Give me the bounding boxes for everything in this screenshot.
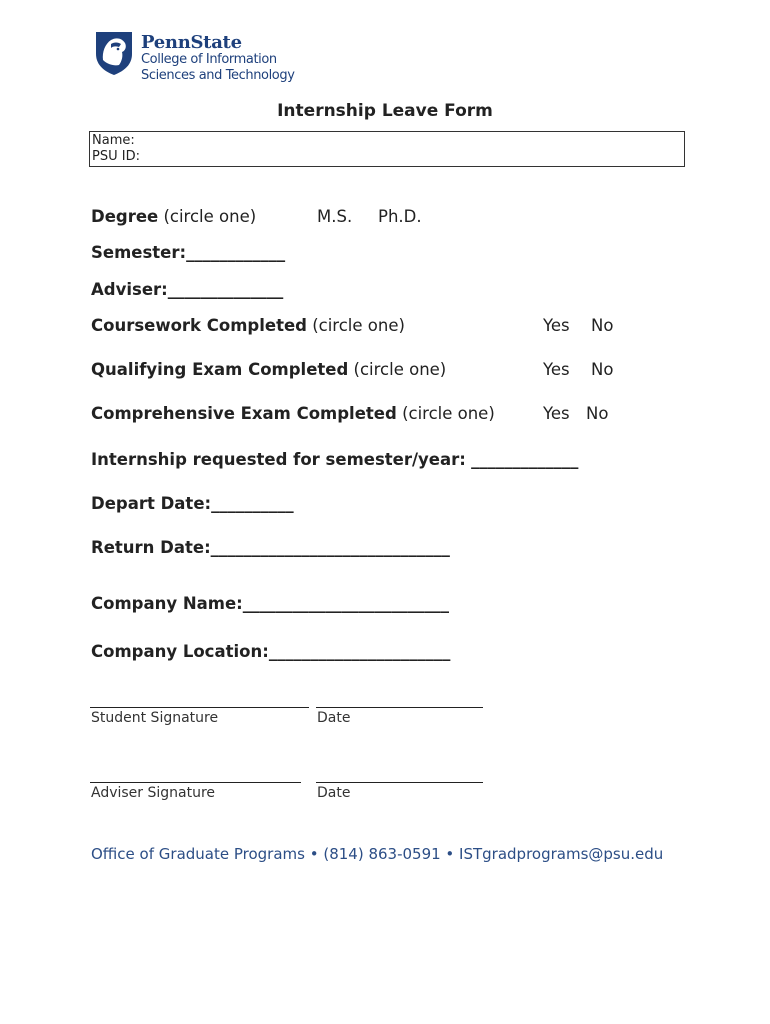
comprehensive-row	[91, 404, 495, 423]
logo-college-line2: Sciences and Technology	[141, 68, 295, 83]
adviser-signature-line[interactable]	[90, 782, 301, 783]
footer-contact: Office of Graduate Programs • (814) 863-0591 • ISTgradprograms@psu.edu	[91, 845, 664, 863]
company-location-blank[interactable]: ______________________	[268, 642, 451, 661]
student-signature-line[interactable]	[90, 707, 309, 708]
internship-blank[interactable]: _____________	[471, 450, 579, 469]
comprehensive-no[interactable]: No	[586, 404, 609, 423]
return-row[interactable]	[91, 538, 450, 557]
coursework-row	[91, 316, 405, 335]
coursework-hint: (circle one)	[312, 316, 405, 335]
internship-label: Internship requested for semester/year:	[91, 450, 466, 469]
comprehensive-label: Comprehensive Exam Completed	[91, 404, 397, 423]
qualifying-row	[91, 360, 446, 379]
logo-brand: PennState	[141, 32, 242, 53]
qualifying-hint: (circle one)	[353, 360, 447, 379]
comprehensive-hint: (circle one)	[402, 404, 495, 423]
adviser-date-label: Date	[317, 785, 351, 801]
internship-row[interactable]	[91, 450, 578, 469]
degree-option-phd[interactable]: Ph.D.	[378, 207, 422, 226]
name-id-box[interactable]	[89, 131, 685, 167]
company-location-row[interactable]	[91, 642, 450, 661]
qualifying-label: Qualifying Exam Completed	[91, 360, 349, 379]
company-location-label: Company Location:	[91, 642, 269, 661]
coursework-label: Coursework Completed	[91, 316, 307, 335]
return-label: Return Date:	[91, 538, 211, 557]
nittany-lion-shield-icon	[94, 30, 134, 76]
degree-hint: (circle one)	[163, 207, 257, 226]
adviser-label: Adviser:	[91, 280, 168, 299]
degree-option-ms[interactable]: M.S.	[317, 207, 353, 226]
form-title: Internship Leave Form	[277, 101, 493, 121]
semester-row[interactable]	[91, 243, 285, 262]
adviser-signature-label: Adviser Signature	[91, 785, 216, 801]
adviser-row[interactable]	[91, 280, 283, 299]
coursework-yes[interactable]: Yes	[543, 316, 570, 335]
name-label: Name:	[92, 133, 135, 148]
company-name-row[interactable]	[91, 594, 449, 613]
qualifying-yes[interactable]: Yes	[543, 360, 570, 379]
semester-label: Semester:	[91, 243, 187, 262]
depart-blank[interactable]: __________	[211, 494, 294, 513]
psu-id-label: PSU ID:	[92, 149, 140, 164]
pennstate-logo	[94, 30, 304, 86]
company-name-blank[interactable]: _________________________	[242, 594, 450, 613]
logo-college-line1: College of Information	[141, 52, 277, 67]
depart-row[interactable]	[91, 494, 294, 513]
student-signature-label: Student Signature	[91, 710, 219, 726]
return-blank[interactable]: _____________________________	[210, 538, 450, 557]
student-date-line[interactable]	[316, 707, 483, 708]
degree-row	[91, 207, 256, 226]
company-name-label: Company Name:	[91, 594, 243, 613]
adviser-date-line[interactable]	[316, 782, 483, 783]
adviser-blank[interactable]: ______________	[167, 280, 284, 299]
coursework-no[interactable]: No	[591, 316, 614, 335]
comprehensive-yes[interactable]: Yes	[543, 404, 570, 423]
student-date-label: Date	[317, 710, 351, 726]
semester-blank[interactable]: ____________	[186, 243, 286, 262]
qualifying-no[interactable]: No	[591, 360, 614, 379]
depart-label: Depart Date:	[91, 494, 212, 513]
degree-label: Degree	[91, 207, 159, 226]
